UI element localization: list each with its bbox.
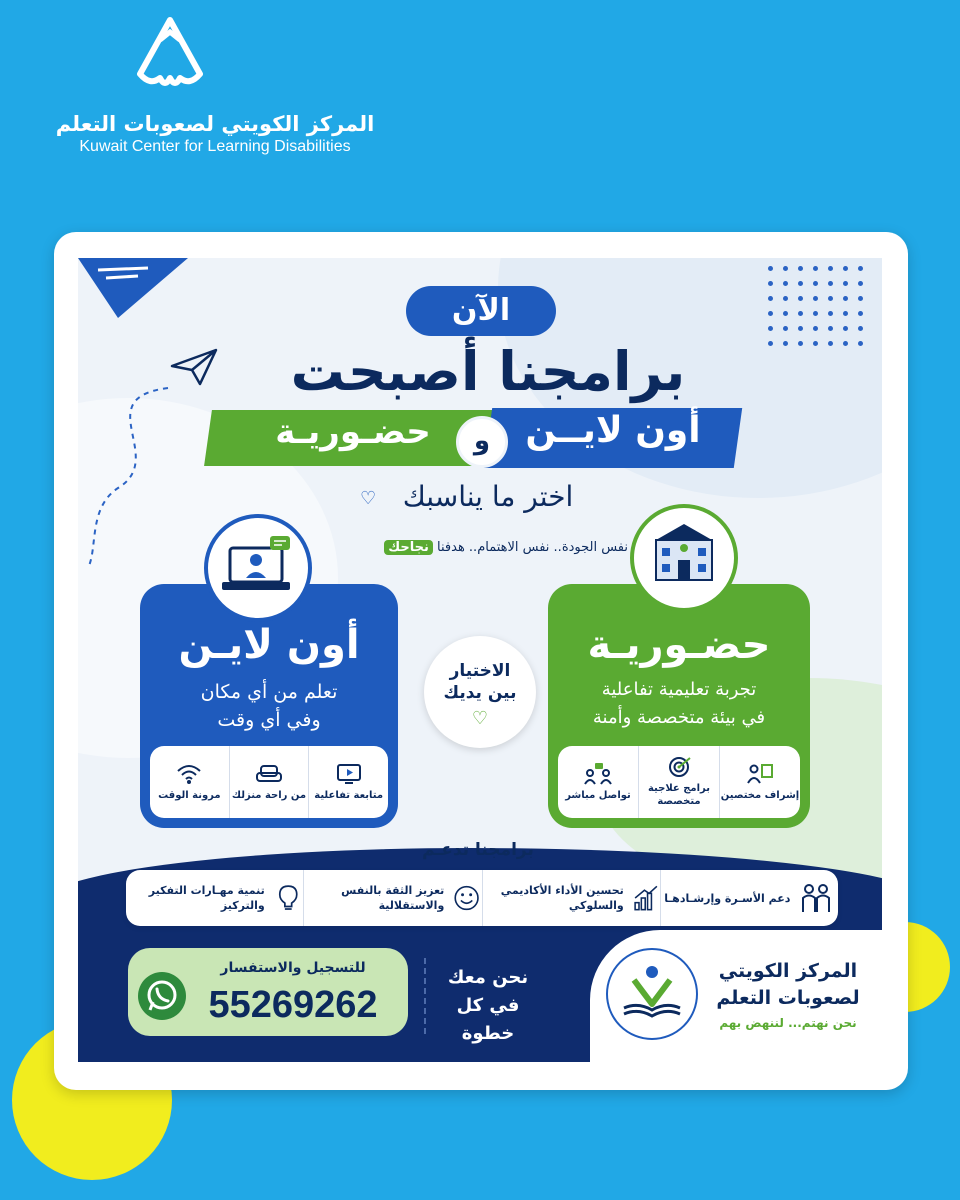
- support-item: [303, 870, 481, 926]
- pattern-dot: [783, 281, 788, 286]
- choice-line: بين يديك: [443, 683, 517, 703]
- support-label: تنمية مهـارات التفكير والتركيز: [148, 884, 265, 912]
- divider: [424, 958, 426, 1034]
- pattern-dot: [798, 341, 803, 346]
- online-desc-line: وفي أي وقت: [217, 709, 321, 731]
- feature-label: تواصل مباشر: [565, 789, 631, 801]
- pattern-dot: [843, 326, 848, 331]
- org-name-english: Kuwait Center for Learning Disabilities: [79, 138, 351, 155]
- online-title: أون لايـن: [178, 622, 360, 668]
- feature-label: إشراف مختصين: [720, 789, 800, 801]
- pattern-dot: [828, 326, 833, 331]
- online-description: [140, 678, 398, 734]
- phone-number[interactable]: 55269262: [208, 984, 378, 1026]
- pattern-dot: [858, 341, 863, 346]
- pattern-dot: [798, 296, 803, 301]
- contact-label: للتسجيل والاستفسار: [220, 960, 366, 976]
- tagline-text: نفس الجودة.. نفس الاهتمام.. هدفنا: [437, 540, 628, 555]
- title-online: أون لايــن: [525, 410, 701, 451]
- feature-item: [558, 746, 638, 818]
- now-badge: الآن: [406, 286, 556, 336]
- pattern-dot: [783, 266, 788, 271]
- family-icon: [798, 880, 834, 916]
- pattern-dot: [813, 326, 818, 331]
- dot-pattern: [768, 266, 878, 356]
- inperson-desc-line: تجربة تعليمية تفاعلية: [601, 679, 757, 700]
- pattern-dot: [858, 311, 863, 316]
- choose-text: اختر ما يناسبك: [402, 480, 574, 513]
- pattern-dot: [858, 296, 863, 301]
- pattern-dot: [768, 281, 773, 286]
- whatsapp-icon[interactable]: [138, 972, 186, 1020]
- feature-label: برامج علاجية متخصصة: [647, 783, 711, 807]
- supports-title: برامجنا تدعـم: [422, 840, 534, 860]
- and-badge: و: [456, 416, 508, 468]
- pattern-dot: [798, 281, 803, 286]
- choice-text: [424, 660, 536, 704]
- org-name-arabic: المركز الكويتي لصعوبات التعلم: [55, 112, 375, 136]
- support-item: [126, 870, 303, 926]
- corner-logo-icon: [78, 258, 188, 318]
- poster: [78, 258, 882, 1062]
- wifi-icon: [174, 763, 204, 785]
- pattern-dot: [768, 326, 773, 331]
- pattern-dot: [843, 311, 848, 316]
- feature-item: [638, 746, 719, 818]
- brand-logo-icon: [606, 948, 698, 1040]
- pattern-dot: [798, 326, 803, 331]
- supervisor-icon: [745, 763, 775, 785]
- heart-icon: ♡: [360, 488, 377, 509]
- title-inperson: حضـوريـة: [275, 412, 431, 452]
- pattern-dot: [828, 281, 833, 286]
- with-you-text: [428, 964, 548, 1048]
- dashed-path-decoration: [78, 378, 198, 568]
- pattern-dot: [828, 311, 833, 316]
- feature-label: متابعة تفاعلية: [314, 789, 384, 801]
- pattern-dot: [828, 296, 833, 301]
- screen-play-icon: [334, 763, 364, 785]
- inperson-title: حضـوريـة: [587, 622, 771, 668]
- pattern-dot: [858, 326, 863, 331]
- feature-item: [150, 746, 229, 818]
- online-features: [150, 746, 388, 818]
- support-label: دعم الأسـرة وإرشـادهـا: [664, 891, 791, 905]
- pattern-dot: [828, 266, 833, 271]
- heart-icon: ♡: [471, 708, 489, 729]
- inperson-desc-line: في بيئة متخصصة وأمنة: [592, 707, 766, 728]
- tagline-highlight: نجاحك: [384, 540, 433, 555]
- pattern-dot: [813, 311, 818, 316]
- with-you-line: نحن معك: [447, 967, 529, 988]
- inperson-description: [548, 676, 810, 732]
- pattern-dot: [768, 296, 773, 301]
- pattern-dot: [768, 266, 773, 271]
- pattern-dot: [813, 296, 818, 301]
- pattern-dot: [858, 266, 863, 271]
- laptop-icon: [204, 514, 312, 622]
- support-item: [660, 870, 838, 926]
- pattern-dot: [768, 311, 773, 316]
- support-label: تحسين الأداء الأكاديمي والسلوكي: [500, 884, 624, 912]
- support-item: [482, 870, 660, 926]
- school-building-icon: [630, 504, 738, 612]
- pattern-dot: [813, 281, 818, 286]
- pattern-dot: [783, 296, 788, 301]
- pattern-dot: [783, 341, 788, 346]
- main-title: برامجنا أصبحت: [290, 340, 686, 403]
- feature-item: [308, 746, 388, 818]
- with-you-line: في كل خطوة: [456, 995, 520, 1044]
- pattern-dot: [843, 281, 848, 286]
- feature-item: [229, 746, 309, 818]
- pattern-dot: [843, 266, 848, 271]
- target-icon: [664, 756, 694, 778]
- center-logo-icon: [128, 12, 212, 96]
- feature-item: [719, 746, 800, 818]
- pattern-dot: [843, 296, 848, 301]
- growth-chart-icon: [632, 880, 660, 916]
- support-label: تعزيز الثقة بالنفس والاستقلالية: [341, 884, 445, 912]
- brand-name-line: لصعوبات التعلم: [716, 987, 860, 1009]
- pattern-dot: [813, 266, 818, 271]
- pattern-dot: [768, 341, 773, 346]
- brand-name: [698, 958, 878, 1012]
- feature-label: من راحة منزلك: [231, 789, 307, 801]
- smile-icon: [452, 880, 481, 916]
- pattern-dot: [798, 311, 803, 316]
- pattern-dot: [858, 281, 863, 286]
- pattern-dot: [843, 341, 848, 346]
- online-desc-line: تعلم من أي مكان: [200, 681, 338, 703]
- inperson-features: [558, 746, 800, 818]
- pattern-dot: [783, 326, 788, 331]
- armchair-icon: [254, 763, 284, 785]
- pattern-dot: [813, 341, 818, 346]
- communication-icon: [583, 763, 613, 785]
- pattern-dot: [828, 341, 833, 346]
- pattern-dot: [798, 266, 803, 271]
- supports-list: [126, 870, 838, 926]
- choice-line: الاختيار: [449, 661, 511, 681]
- tagline: [378, 540, 628, 555]
- pattern-dot: [783, 311, 788, 316]
- brand-slogan: نحن نهتم... لننهض بهم: [719, 1016, 857, 1030]
- brand-name-line: المركز الكويتي: [718, 960, 858, 982]
- feature-label: مرونة الوقت: [158, 789, 221, 801]
- lightbulb-icon: [273, 880, 304, 916]
